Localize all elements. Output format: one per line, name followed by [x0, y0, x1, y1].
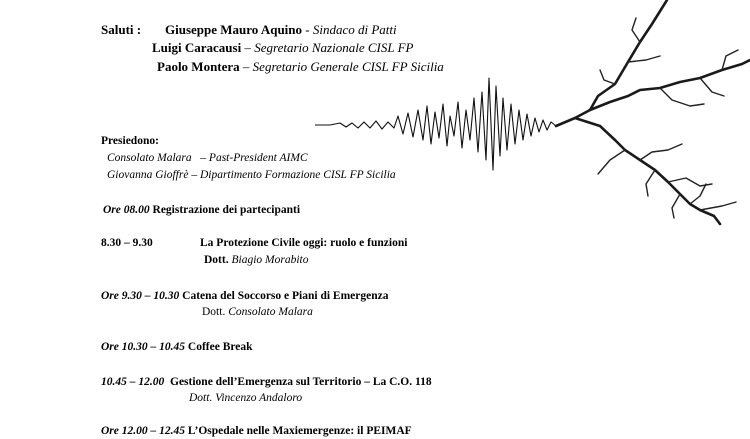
presiedono-person: Consolato Malara – Past-President AIMC: [107, 152, 308, 164]
program-speaker: Dott. Biagio Morabito: [204, 254, 309, 266]
program-speaker: Dott. Vincenzo Andaloro: [189, 392, 303, 404]
crack-main-up: [556, 0, 667, 126]
presiedono-label: Presiedono:: [101, 135, 159, 147]
saluti-person: Paolo Montera – Segretario Generale CISL FP Sicilia: [157, 59, 444, 74]
program-title: La Protezione Civile oggi: ruolo e funzioni: [200, 237, 408, 249]
crack-branch-down: [575, 118, 720, 224]
program-item: 10.45 – 12.00 Gestione dell’Emergenza sul Territorio – La C.O. 118: [101, 376, 432, 388]
saluti-person: Luigi Caracausi – Segretario Nazionale CISL FP: [152, 40, 414, 55]
presiedono-person: Giovanna Gioffrè – Dipartimento Formazione CISL FP Sicilia: [107, 169, 396, 181]
seismograph-wave: [315, 78, 556, 170]
saluti-label: Saluti :: [101, 22, 142, 37]
program-item: Ore 10.30 – 10.45 Coffee Break: [101, 341, 253, 353]
program-item: Ore 9.30 – 10.30 Catena del Soccorso e Piani di Emergenza: [101, 290, 389, 302]
program-speaker: Dott. Consolato Malara: [202, 306, 313, 318]
program-item: Ore 12.00 – 12.45 L’Ospedale nelle Maxiemergenze: il PEIMAF: [101, 425, 412, 437]
program-time: 8.30 – 9.30: [101, 237, 153, 249]
program-item: Ore 08.00 Registrazione dei partecipanti: [103, 204, 301, 216]
saluti-person: Giuseppe Mauro Aquino - Sindaco di Patti: [165, 22, 397, 37]
